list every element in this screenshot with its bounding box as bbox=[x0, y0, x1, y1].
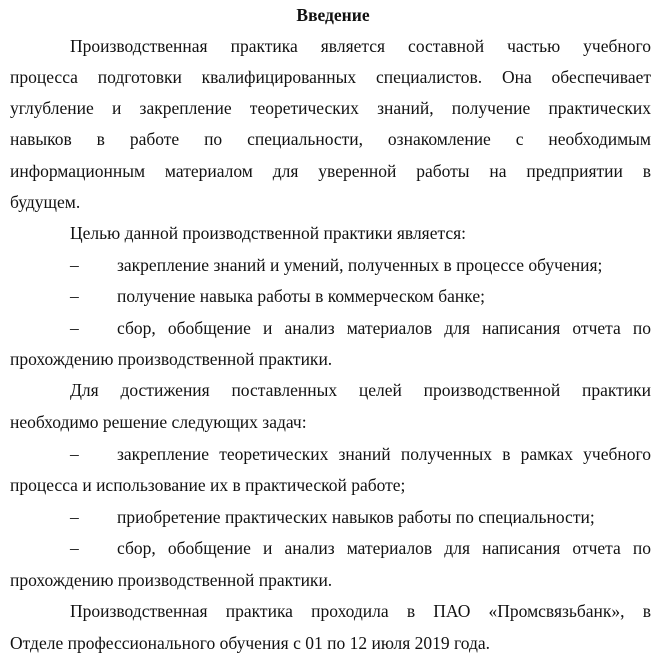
list-dash: – bbox=[70, 255, 79, 275]
goals-heading: Целью данной производственной практики является: bbox=[70, 223, 467, 243]
intro-line: процесса подготовки квалифицированных специалистов. Она обеспечивает bbox=[10, 67, 651, 87]
intro-line: навыков в работе по специальности, ознакомление с необходимым bbox=[10, 129, 651, 149]
goal-item: закрепление знаний и умений, полученных в процессе обучения; bbox=[117, 255, 603, 275]
closing-line: Производственная практика проходила в ПАО «Промсвязьбанк», в bbox=[70, 601, 651, 621]
intro-line: Производственная практика является составной частью учебного bbox=[70, 36, 651, 56]
list-dash: – bbox=[70, 286, 79, 306]
list-dash: – bbox=[70, 444, 79, 464]
task-item: закрепление теоретических знаний полученных в рамках учебного bbox=[117, 444, 651, 464]
goal-item-continuation: прохождению производственной практики. bbox=[10, 349, 333, 369]
task-item: сбор, обобщение и анализ материалов для написания отчета по bbox=[117, 538, 651, 558]
task-item-continuation: процесса и использование их в практической работе; bbox=[10, 475, 406, 495]
page-title: Введение bbox=[296, 5, 370, 25]
tasks-heading: Для достижения поставленных целей производственной практики bbox=[70, 380, 651, 400]
goal-item: получение навыка работы в коммерческом банке; bbox=[117, 286, 485, 306]
intro-line: информационным материалом для уверенной работы на предприятии в bbox=[10, 161, 651, 181]
closing-line: Отделе профессионального обучения с 01 по 12 июля 2019 года. bbox=[10, 633, 491, 653]
task-item-continuation: прохождению производственной практики. bbox=[10, 570, 333, 590]
intro-line: будущем. bbox=[10, 192, 81, 212]
intro-line: углубление и закрепление теоретических знаний, получение практических bbox=[10, 98, 651, 118]
list-dash: – bbox=[70, 538, 79, 558]
task-item: приобретение практических навыков работы по специальности; bbox=[117, 507, 595, 527]
list-dash: – bbox=[70, 507, 79, 527]
list-dash: – bbox=[70, 318, 79, 338]
tasks-heading: необходимо решение следующих задач: bbox=[10, 412, 307, 432]
goal-item: сбор, обобщение и анализ материалов для написания отчета по bbox=[117, 318, 651, 338]
